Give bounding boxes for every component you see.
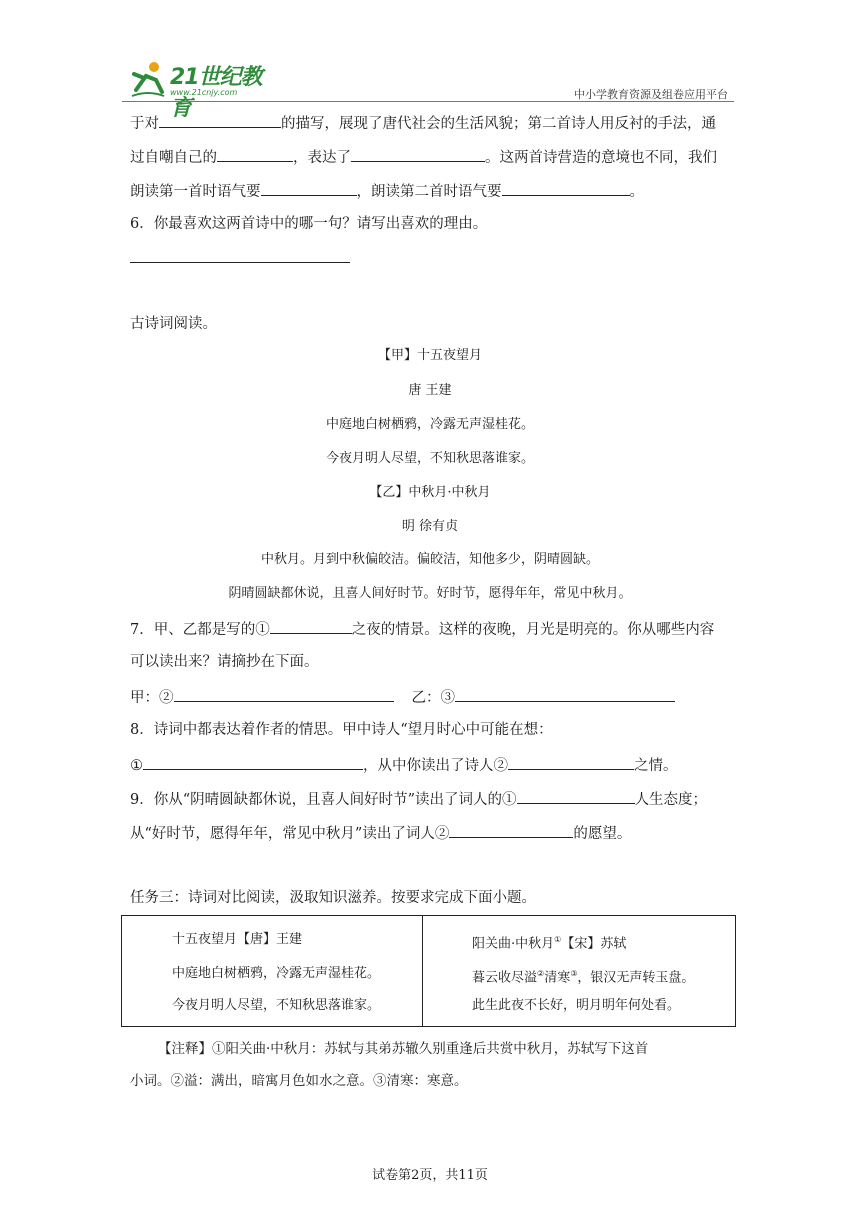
right-poem-line1 xyxy=(472,964,694,988)
left-poem-line1: 中庭地白树栖鸦，冷露无声湿桂花。 xyxy=(172,966,381,981)
right-title-dynasty: 【宋】苏轼 xyxy=(561,936,627,952)
q9-text: 从“好时节，愿得年年，常见中秋月”读出了词人② xyxy=(130,826,450,842)
q7-line1 xyxy=(130,618,714,640)
logo xyxy=(130,60,280,121)
runner-logo-icon xyxy=(130,60,166,100)
left-poem-title: 十五夜望月【唐】王建 xyxy=(172,932,303,947)
answer-blank[interactable] xyxy=(508,754,634,770)
footnote-marker: ③ xyxy=(570,969,578,978)
right-line-text: ，银汉无声转玉盘。 xyxy=(577,970,695,986)
q7-jia-label: 甲：② xyxy=(130,690,174,706)
q5-line1 xyxy=(130,112,716,134)
answer-blank[interactable] xyxy=(449,822,573,838)
logo-text: 21世纪教育 xyxy=(170,65,262,121)
q8-text: ，从中你读出了诗人② xyxy=(363,758,508,774)
left-poem-line2: 今夜月明人尽望，不知秋思落谁家。 xyxy=(172,998,381,1013)
answer-blank[interactable] xyxy=(261,180,357,196)
q9-line2 xyxy=(130,822,631,844)
platform-name: 中小学教育资源及组卷应用平台 xyxy=(574,88,728,101)
q9-text: 的愿望。 xyxy=(573,826,632,842)
right-poem-title xyxy=(472,930,626,954)
table-divider xyxy=(422,916,423,1026)
poem2-title: 【乙】中秋月·中秋月 xyxy=(369,485,491,500)
q5-text: 于对 xyxy=(130,116,159,132)
header-divider xyxy=(122,101,734,102)
q8-text: ① xyxy=(130,758,143,774)
right-poem-line2: 此生此夜不长好，明月明年何处看。 xyxy=(472,998,681,1013)
q5-text: 朗读第一首时语气要 xyxy=(130,184,261,200)
page-header xyxy=(122,56,734,121)
q7-text: 之夜的情景。这样的夜晚，月光是明亮的。你从哪些内容 xyxy=(351,622,715,638)
poem1-line2: 今夜月明人尽望，不知秋思落谁家。 xyxy=(325,451,534,466)
q5-line3 xyxy=(130,180,644,202)
answer-blank[interactable] xyxy=(174,686,394,702)
q5-line2 xyxy=(130,146,717,168)
poem1-line1: 中庭地白树栖鸦，冷露无声湿桂花。 xyxy=(325,417,534,432)
q5-text: 过自嘲自己的 xyxy=(130,150,217,166)
poem2-line1: 中秋月。月到中秋偏皎洁。偏皎洁，知他多少，阴晴圆缺。 xyxy=(260,552,599,567)
right-title-text: 阳关曲·中秋月 xyxy=(472,936,555,952)
q9-text: 9．你从“阴晴圆缺都休说，且喜人间好时节”读出了词人的① xyxy=(130,792,517,808)
q5-text: ，朗读第二首时语气要 xyxy=(356,184,502,200)
answer-blank[interactable] xyxy=(351,146,485,162)
q8-text: 之情。 xyxy=(634,758,678,774)
logo-url: www.21cnjy.com xyxy=(170,88,238,97)
q5-text: 。 xyxy=(629,184,644,200)
footnote-marker: ② xyxy=(537,969,545,978)
answer-blank[interactable] xyxy=(502,180,630,196)
q7-answers xyxy=(130,686,675,708)
q5-text: 的描写，展现了唐代社会的生活风貌；第二首诗人用反衬的手法，通 xyxy=(281,116,716,132)
footnote-marker: ① xyxy=(554,935,562,944)
notes-line1: 【注释】①阳关曲·中秋月：苏轼与其弟苏辙久别重逢后共赏中秋月，苏轼写下这首 xyxy=(158,1041,649,1057)
q9-text: 人生态度； xyxy=(634,792,708,808)
poem1-author: 唐 王建 xyxy=(408,383,452,398)
notes-line2: 小词。②溢：满出，暗寓月色如水之意。③清寒：寒意。 xyxy=(130,1073,468,1089)
answer-blank[interactable] xyxy=(159,112,281,128)
q8-line1: 8．诗词中都表达着作者的情思。甲中诗人“望月时心中可能在想： xyxy=(130,722,553,738)
poem2-author: 明 徐有贞 xyxy=(401,519,459,534)
q9-line1 xyxy=(130,788,707,810)
poem2-line2: 阴晴圆缺都休说，且喜人间好时节。好时节，愿得年年，常见中秋月。 xyxy=(228,586,632,601)
q5-text: 。这两首诗营造的意境也不同，我们 xyxy=(485,150,717,166)
task3-intro: 任务三：诗词对比阅读，汲取知识滋养。按要求完成下面小题。 xyxy=(130,890,536,906)
page-number: 试卷第2页，共11页 xyxy=(372,1168,488,1183)
right-line-text: 清寒 xyxy=(544,970,571,986)
answer-blank[interactable] xyxy=(217,146,293,162)
poem1-title: 【甲】十五夜望月 xyxy=(377,348,482,363)
answer-blank[interactable] xyxy=(143,754,363,770)
q8-line2 xyxy=(130,754,678,776)
answer-blank[interactable] xyxy=(270,618,352,634)
section-intro: 古诗词阅读。 xyxy=(130,316,217,332)
q6-answer-line[interactable] xyxy=(130,262,350,263)
q6-question: 6．你最喜欢这两首诗中的哪一句？请写出喜欢的理由。 xyxy=(130,216,488,232)
q7-yi-label: 乙：③ xyxy=(411,690,455,706)
q5-text: ，表达了 xyxy=(293,150,351,166)
q7-text: 7．甲、乙都是写的① xyxy=(130,622,270,638)
poem-comparison-table xyxy=(121,915,736,1027)
q7-line2: 可以读出来？请摘抄在下面。 xyxy=(130,654,319,670)
right-line-text: 暮云收尽溢 xyxy=(472,970,538,986)
answer-blank[interactable] xyxy=(517,788,635,804)
answer-blank[interactable] xyxy=(455,686,675,702)
